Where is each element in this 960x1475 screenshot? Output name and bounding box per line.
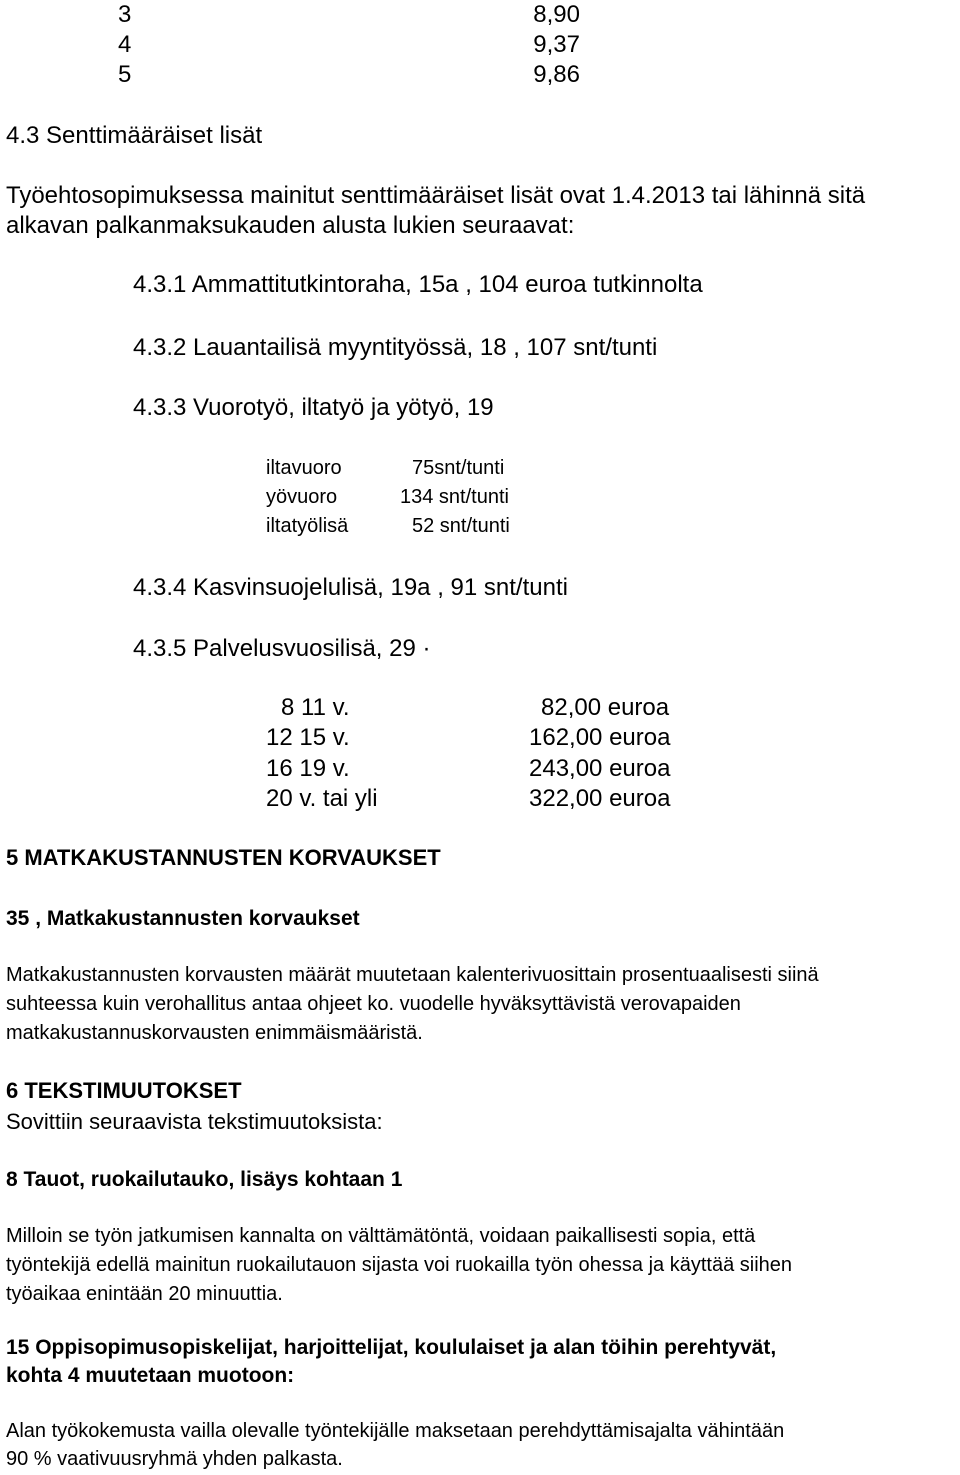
service-row-amount: 322,00 euroa <box>529 785 671 812</box>
item-4-3-4: 4.3.4 Kasvinsuojelulisä, 19a , 91 snt/tunti <box>133 574 568 601</box>
section-8-paragraph-line-1: Milloin se työn jatkumisen kannalta on välttämätöntä, voidaan paikallisesti sopia, että <box>6 1225 756 1247</box>
item-4-3-1: 4.3.1 Ammattitutkintoraha, 15a , 104 euroa tutkinnolta <box>133 271 703 298</box>
section-15-paragraph-line-1: Alan työkokemusta vailla olevalle työntekijälle maksetaan perehdyttämisajalta vähintään <box>6 1420 785 1442</box>
section-4-3-intro-line-2: alkavan palkanmaksukauden alusta lukien seuraavat: <box>6 212 575 239</box>
section-8-paragraph-line-2: työntekijä edellä mainitun ruokailutauon sijasta voi ruokailla työn ohessa ja käyttää siihen <box>6 1254 793 1276</box>
service-row-years: 20 v. tai yli <box>266 785 378 812</box>
item-4-3-3: 4.3.3 Vuorotyö, iltatyö ja yötyö, 19 <box>133 394 494 421</box>
service-row-amount: 243,00 euroa <box>529 755 671 782</box>
top-table-row-5-value: 9,86 <box>533 61 580 88</box>
shift-row-label: iltatyölisä <box>266 515 349 537</box>
service-row-amount: 162,00 euroa <box>529 724 671 751</box>
top-table-row-5-number: 5 <box>118 61 132 88</box>
section-5-paragraph-line-3: matkakustannuskorvausten enimmäismääristä. <box>6 1022 423 1044</box>
top-table-row-4-value: 9,37 <box>533 31 580 58</box>
shift-row-label: yövuoro <box>266 486 338 508</box>
section-15-subheading-line-1: 15 Oppisopimusopiskelijat, harjoittelijat, koululaiset ja alan töihin perehtyvät, <box>6 1336 777 1359</box>
section-5-heading: 5 MATKAKUSTANNUSTEN KORVAUKSET <box>6 845 441 870</box>
shift-row-value: 52 snt/tunti <box>412 515 510 537</box>
section-5-paragraph-line-1: Matkakustannusten korvausten määrät muutetaan kalenterivuosittain prosentuaalisesti siinä <box>6 964 819 986</box>
section-6-heading: 6 TEKSTIMUUTOKSET <box>6 1078 242 1103</box>
section-8-subheading: 8 Tauot, ruokailutauko, lisäys kohtaan 1 <box>6 1168 403 1191</box>
section-5-subheading: 35 , Matkakustannusten korvaukset <box>6 907 360 930</box>
top-table-row-3-number: 3 <box>118 1 132 28</box>
service-row-years: 16 19 v. <box>266 755 350 782</box>
section-5-paragraph-line-2: suhteessa kuin verohallitus antaa ohjeet ko. vuodelle hyväksyttävistä verovapaiden <box>6 993 741 1015</box>
service-row-years: 12 15 v. <box>266 724 350 751</box>
section-6-intro: Sovittiin seuraavista tekstimuutoksista: <box>6 1109 383 1134</box>
section-4-3-heading: 4.3 Senttimääräiset lisät <box>6 122 263 149</box>
section-15-subheading-line-2: kohta 4 muutetaan muotoon: <box>6 1364 295 1387</box>
item-4-3-5: 4.3.5 Palvelusvuosilisä, 29 · <box>133 635 431 662</box>
item-4-3-2: 4.3.2 Lauantailisä myyntityössä, 18 , 107 snt/tunti <box>133 334 658 361</box>
section-8-paragraph-line-3: työaikaa enintään 20 minuuttia. <box>6 1283 283 1305</box>
top-table-row-4-number: 4 <box>118 31 132 58</box>
top-table-row-3-value: 8,90 <box>533 1 580 28</box>
shift-row-label: iltavuoro <box>266 457 342 479</box>
shift-row-value: 75snt/tunti <box>412 457 505 479</box>
service-row-amount: 82,00 euroa <box>541 694 670 721</box>
shift-row-value: 134 snt/tunti <box>400 486 509 508</box>
section-4-3-intro-line-1: Työehtosopimuksessa mainitut senttimääräiset lisät ovat 1.4.2013 tai lähinnä sitä <box>6 182 866 209</box>
section-15-paragraph-line-2: 90 % vaativuusryhmä yhden palkasta. <box>6 1448 343 1470</box>
service-row-years: 8 11 v. <box>281 694 350 721</box>
